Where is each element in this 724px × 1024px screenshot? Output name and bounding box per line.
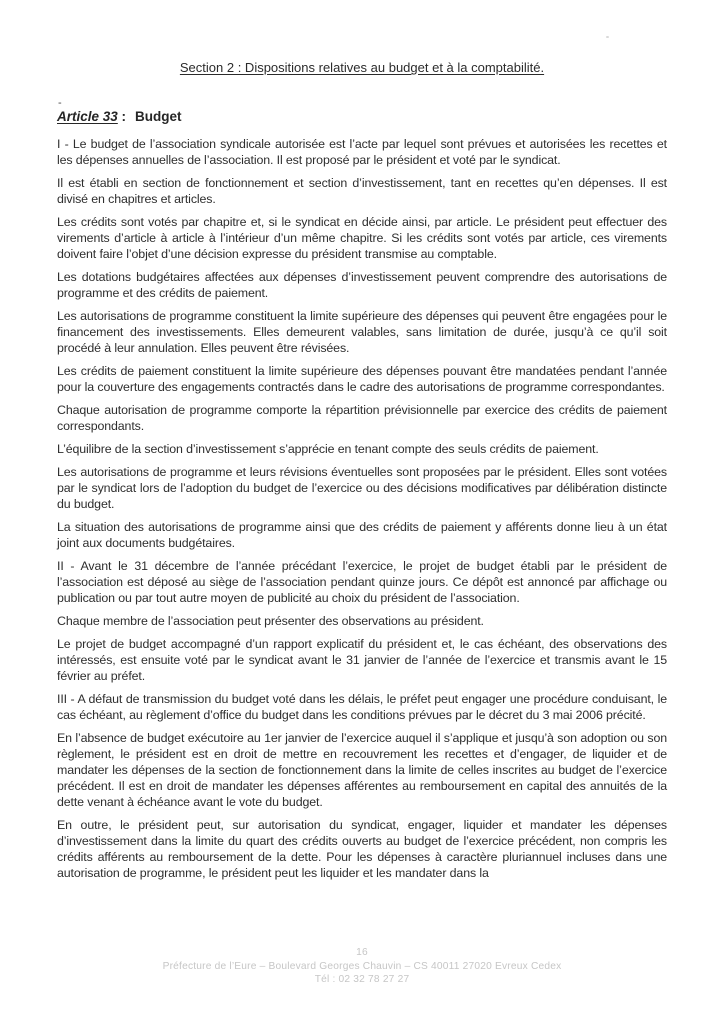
paragraph-depot-budget: II - Avant le 31 décembre de l’année précédant l’exercice, le projet de budget établi par le président de l’association est déposé au siège de l’association pendant quinze jours. Ce dépôt est annoncé par affichage ou publication ou par tout autre moyen de publicité au choix du président de l’association. <box>57 559 667 605</box>
paragraph-defaut-transmission: III - A défaut de transmission du budget voté dans les délais, le préfet peut engager une procédure conduisant, le cas échéant, au règlement d’office du budget dans les conditions prévues par le décret du 3 mai 2006 précité. <box>57 692 667 722</box>
paragraph-autorisation-syndicat: En outre, le président peut, sur autorisation du syndicat, engager, liquider et mandater les dépenses d’investissement dans la limite du quart des crédits ouverts au budget de l’exercice précédent, non compris les crédits afférents au remboursement de la dette. Pour les dépenses à caractère pluriannuel incluses dans une autorisation de programme, le président peut les liquider et les mandater dans la <box>57 818 667 880</box>
article-title: Budget <box>135 109 182 124</box>
article-separator: : <box>117 109 127 124</box>
footer-address: Préfecture de l’Eure – Boulevard Georges Chauvin – CS 40011 27020 Evreux Cedex <box>162 960 562 972</box>
paragraph-sections: Il est établi en section de fonctionnement et section d’investissement, tant en recettes qu’en dépenses. Il est divisé en chapitres et articles. <box>57 176 667 206</box>
paragraph-equilibre: L’équilibre de la section d’investissement s’apprécie en tenant compte des seuls crédits de paiement. <box>57 442 599 456</box>
paragraph-budget-definition: I - Le budget de l’association syndicale autorisée est l’acte par lequel sont prévues et autorisées les recettes et les dépenses annuelles de l’association. Il est proposé par le président et voté par le syndicat. <box>57 137 667 167</box>
scan-artifact-dot <box>606 36 609 38</box>
document-content <box>57 60 667 888</box>
section-title: Section 2 : Dispositions relatives au budget et à la comptabilité. <box>179 60 545 75</box>
paragraph-autorisations-programme: Les autorisations de programme constituent la limite supérieure des dépenses qui peuvent être engagées pour le financement des investissements. Elles demeurent valables, sans limitation de durée, jusqu’à ce qu’il soit procédé à leur annulation. Elles peuvent être révisées. <box>57 309 667 355</box>
paragraph-vote-transmission: Le projet de budget accompagné d’un rapport explicatif du président et, le cas échéant, des observations des intéressés, est ensuite voté par le syndicat avant le 31 janvier de l’année de l’exercice et transmis avant le 15 février au préfet. <box>57 637 667 683</box>
page-number: 16 <box>356 947 368 958</box>
paragraph-credits-votes: Les crédits sont votés par chapitre et, si le syndicat en décide ainsi, par article. Le président peut effectuer des virements d’article à article à l’intérieur d’un même chapitre. Si les crédits sont votés par article, ces virements doivent faire l’objet d’une décision expresse du président transmise au comptable. <box>57 215 667 261</box>
paragraph-credits-paiement: Les crédits de paiement constituent la limite supérieure des dépenses pouvant être mandatées pendant l’année pour la couverture des engagements contractés dans le cadre des autorisations de programme correspondantes. <box>57 364 667 394</box>
footer-phone: Tél : 02 32 78 27 27 <box>314 974 410 986</box>
page-footer <box>0 946 724 987</box>
paragraph-repartition: Chaque autorisation de programme comporte la répartition prévisionnelle par exercice des crédits de paiement correspondants. <box>57 403 667 433</box>
article-heading <box>57 108 667 125</box>
article-label: Article 33 <box>57 109 118 124</box>
paragraph-dotations: Les dotations budgétaires affectées aux dépenses d’investissement peuvent comprendre des autorisations de programme et des crédits de paiement. <box>57 270 667 300</box>
scan-artifact-dash: - <box>58 97 62 109</box>
paragraph-revisions: Les autorisations de programme et leurs révisions éventuelles sont proposées par le président. Elles sont votées par le syndicat lors de l’adoption du budget de l’exercice ou des décisions modificatives par délibération distincte du budget. <box>57 465 667 511</box>
paragraph-observations: Chaque membre de l’association peut présenter des observations au président. <box>57 614 484 628</box>
paragraph-absence-budget: En l’absence de budget exécutoire au 1er janvier de l’exercice auquel il s’applique et jusqu’à son adoption ou son règlement, le président est en droit de mettre en recouvrement les recettes et d’engager, de liquider et de mandater les dépenses de la section de fonctionnement dans la limite de celles inscrites au budget de l’exercice précédent. Il est en droit de mandater les dépenses afférentes au remboursement en capital des annuités de la dette venant à échéance avant le vote du budget. <box>57 731 667 809</box>
paragraph-situation: La situation des autorisations de programme ainsi que des crédits de paiement y afférents donne lieu à un état joint aux documents budgétaires. <box>57 520 667 550</box>
